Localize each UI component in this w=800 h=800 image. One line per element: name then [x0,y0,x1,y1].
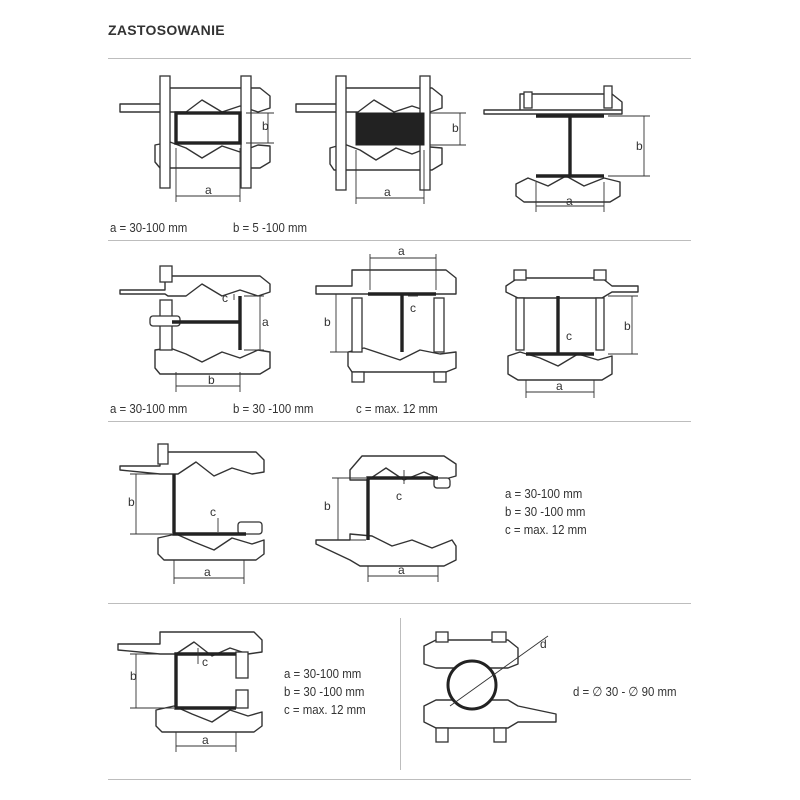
dim-b: b [130,669,137,683]
row4-spec-d: d = ∅ 30 - ∅ 90 mm [573,684,677,699]
diagram-round-pipe [424,632,556,742]
row3-spec-c: c = max. 12 mm [505,522,587,537]
dim-c: c [210,505,216,519]
dim-b: b [262,119,269,133]
page-title: ZASTOSOWANIE [108,22,225,38]
dim-c: c [410,301,416,315]
row4-spec-c: c = max. 12 mm [284,702,366,717]
dim-a: a [384,185,391,199]
dim-b: b [324,315,331,329]
diagram-l-profile-1 [120,444,264,584]
diagram-rect-hollow [120,76,274,202]
dim-c: c [202,655,208,669]
diagram-t-profile-top [316,244,456,382]
dim-c: c [566,329,572,343]
dim-d: d [540,637,547,651]
dim-a: a [204,565,211,579]
dim-b: b [208,373,215,387]
diagram-l-profile-2 [316,456,456,582]
dim-c: c [222,291,228,305]
row2-spec-b: b = 30 -100 mm [233,401,314,416]
dim-a: a [262,315,269,329]
row1-spec-b: b = 5 -100 mm [233,220,308,235]
diagram-t-profile-bottom [506,270,638,398]
diagram-rect-solid [296,76,466,204]
dim-a: a [202,733,209,747]
dim-b: b [128,495,135,509]
row3-spec-b: b = 30 -100 mm [505,504,586,519]
dim-a: a [566,194,573,208]
dim-b: b [624,319,631,333]
row2-spec-a: a = 30-100 mm [110,401,188,416]
row4-spec-a: a = 30-100 mm [284,666,362,681]
dim-b: b [324,499,331,513]
dim-a: a [556,379,563,393]
diagram-c-profile [118,632,262,752]
row2-spec-c: c = max. 12 mm [356,401,438,416]
dim-b: b [636,139,643,153]
diagram-t-profile-side [120,266,270,392]
row1-spec-a: a = 30-100 mm [110,220,188,235]
dim-a: a [398,563,405,577]
dim-c: c [396,489,402,503]
dim-b: b [452,121,459,135]
dim-a: a [205,183,212,197]
dim-a: a [398,244,405,258]
diagram-i-beam [484,86,650,212]
row3-spec-a: a = 30-100 mm [505,486,583,501]
row4-spec-b: b = 30 -100 mm [284,684,365,699]
